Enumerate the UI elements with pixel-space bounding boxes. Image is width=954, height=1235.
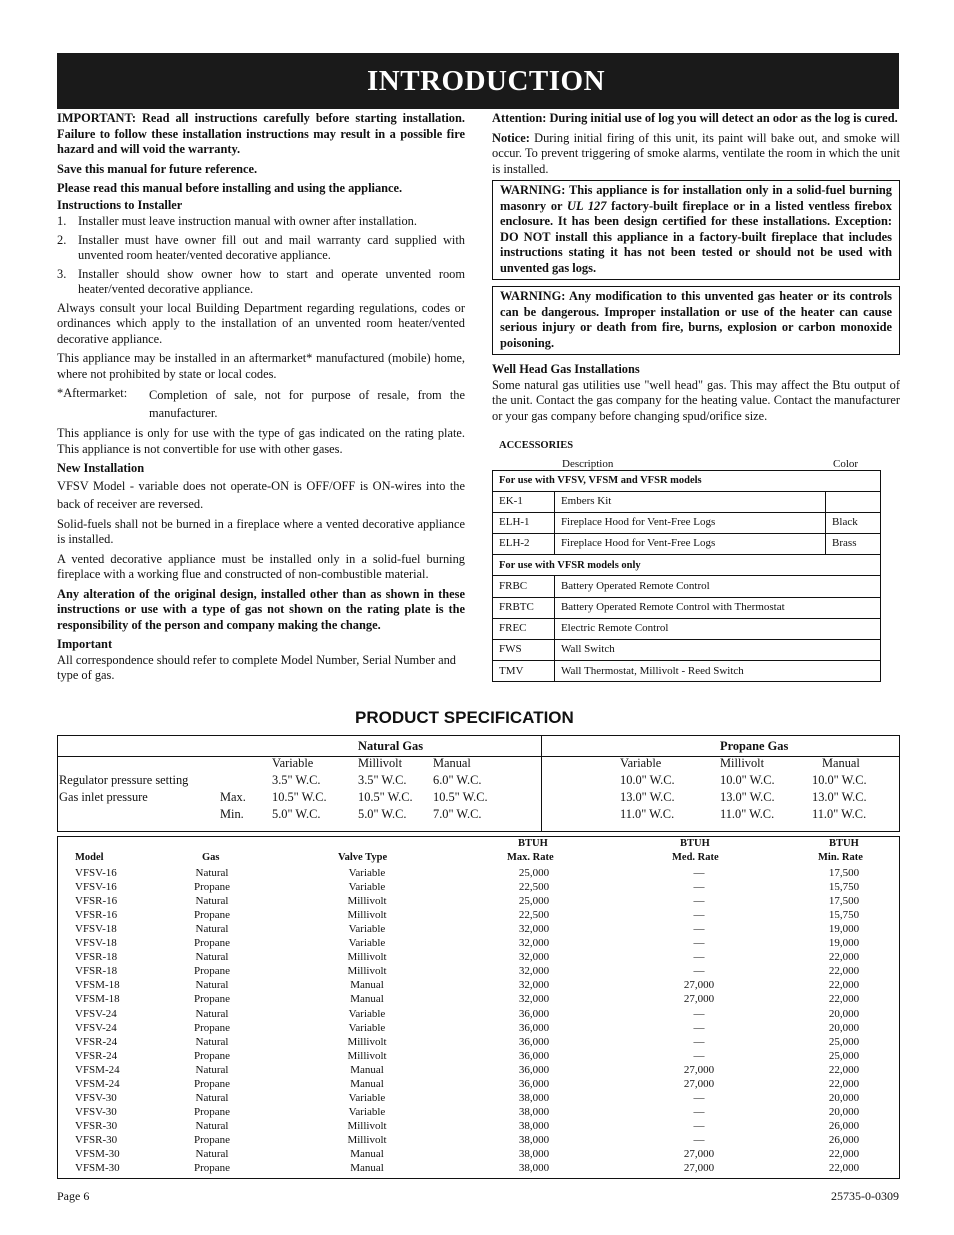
gas-cell: Natural bbox=[195, 1063, 229, 1076]
table-row bbox=[58, 880, 899, 894]
gas-cell: Propane bbox=[193, 1133, 231, 1146]
med-rate-cell: — bbox=[693, 1119, 705, 1132]
valve-type-cell: Variable bbox=[348, 867, 386, 879]
valve-type-cell: Millivolt bbox=[347, 951, 387, 964]
gas-cell: Propane bbox=[193, 909, 231, 922]
valve-type-cell: Variable bbox=[348, 1021, 386, 1034]
max-label: Max. bbox=[220, 790, 246, 804]
med-rate-cell: 27,000 bbox=[683, 1162, 715, 1175]
well-head-paragraph: Some natural gas utilities use "well head" gas. This may affect the Btu output of the unit. Contact the gas company for the heating value. Contact the manufacturer or your gas company before changing spud/orifice size. bbox=[492, 377, 900, 423]
max-rate-cell: 25,000 bbox=[518, 895, 550, 908]
model-cell: VFSM-24 bbox=[75, 1077, 120, 1090]
min-rate-cell: 22,000 bbox=[828, 965, 860, 978]
gas-inlet-label: Gas inlet pressure bbox=[59, 790, 148, 804]
accessories-table bbox=[492, 470, 881, 683]
model-cell: VFSM-30 bbox=[75, 1162, 120, 1175]
model-cell: VFSV-18 bbox=[75, 923, 117, 936]
table-row bbox=[58, 964, 899, 978]
max-rate-header: Max. Rate bbox=[507, 852, 554, 863]
btuh-header: BTUH bbox=[829, 838, 859, 849]
valve-type-header: Valve Type bbox=[338, 852, 388, 863]
max-rate-cell: 36,000 bbox=[518, 1063, 550, 1076]
model-cell: VFSR-24 bbox=[75, 1049, 118, 1062]
table-row bbox=[58, 922, 899, 936]
save-manual-note: Save this manual for future reference. bbox=[57, 161, 258, 176]
product-specification-title: PRODUCT SPECIFICATION bbox=[355, 708, 574, 727]
gas-cell: Natural bbox=[195, 1091, 229, 1104]
min-rate-cell: 25,000 bbox=[828, 1049, 860, 1062]
min-rate-cell: 22,000 bbox=[828, 1162, 860, 1175]
valve-type-cell: Millivolt bbox=[347, 1049, 387, 1062]
min-rate-header: Min. Rate bbox=[818, 852, 863, 863]
table-row: FRBTC Battery Operated Remote Control with Thermostat bbox=[493, 597, 881, 618]
max-rate-cell: 38,000 bbox=[518, 1162, 550, 1175]
list-item: 3. Installer should show owner how to start and operate unvented room heater/vented decorative appliance. bbox=[57, 266, 465, 296]
med-rate-cell: 27,000 bbox=[683, 979, 715, 992]
min-label: Min. bbox=[220, 807, 244, 821]
med-rate-cell: — bbox=[693, 1049, 705, 1062]
new-installation-paragraph: VFSV Model - variable does not operate-ON is OFF/OFF is ON-wires into the back of receiver are reversed. bbox=[57, 478, 465, 511]
valve-type-cell: Manual bbox=[350, 1077, 384, 1090]
table-row bbox=[58, 1147, 899, 1161]
gas-cell: Propane bbox=[193, 1162, 231, 1175]
section-header: For use with VFSV, VFSM and VFSR models bbox=[493, 470, 881, 491]
table-row: ELH-2 Fireplace Hood for Vent-Free Logs Brass bbox=[493, 534, 881, 555]
page-title: INTRODUCTION bbox=[367, 65, 606, 97]
table-row bbox=[58, 1049, 899, 1063]
important-notice: IMPORTANT: Read all instructions carefully before starting installation. Failure to follow these installation instructions may result in a possible fire hazard and will void the warranty. bbox=[57, 111, 465, 156]
med-rate-cell: — bbox=[693, 1035, 705, 1048]
med-rate-cell: — bbox=[693, 1105, 705, 1118]
model-cell: VFSM-30 bbox=[75, 1148, 120, 1160]
table-row bbox=[58, 1007, 899, 1021]
valve-type-cell: Variable bbox=[348, 923, 386, 936]
min-rate-cell: 22,000 bbox=[828, 979, 860, 992]
gas-cell: Propane bbox=[193, 1105, 231, 1118]
med-rate-cell: — bbox=[693, 1133, 705, 1146]
table-row bbox=[58, 1063, 899, 1077]
med-rate-cell: — bbox=[693, 909, 705, 922]
max-rate-cell: 38,000 bbox=[518, 1148, 550, 1160]
read-before-note: Please read this manual before installing and using the appliance. bbox=[57, 181, 403, 195]
valve-type-cell: Variable bbox=[348, 1105, 386, 1118]
med-rate-cell: — bbox=[693, 1021, 705, 1034]
valve-type-cell: Variable bbox=[348, 1007, 386, 1020]
model-cell: VFSR-30 bbox=[75, 1119, 118, 1132]
med-rate-cell: — bbox=[693, 867, 705, 879]
valve-type-cell: Manual bbox=[350, 1148, 384, 1160]
gas-cell: Natural bbox=[195, 1007, 229, 1020]
table-row: ELH-1 Fireplace Hood for Vent-Free Logs Black bbox=[493, 512, 881, 533]
new-installation-heading: New Installation bbox=[57, 461, 145, 475]
instructions-heading: Instructions to Installer bbox=[57, 197, 183, 212]
table-row bbox=[58, 936, 899, 950]
max-rate-cell: 22,500 bbox=[518, 881, 550, 894]
gas-cell: Natural bbox=[195, 951, 229, 964]
valve-type-cell: Millivolt bbox=[347, 965, 387, 978]
table-row bbox=[58, 1077, 899, 1091]
model-cell: VFSR-30 bbox=[75, 1133, 118, 1146]
model-cell: VFSR-24 bbox=[75, 1035, 118, 1048]
max-rate-cell: 38,000 bbox=[518, 1133, 550, 1146]
model-cell: VFSV-30 bbox=[75, 1091, 117, 1104]
min-rate-cell: 19,000 bbox=[828, 923, 860, 936]
min-rate-cell: 15,750 bbox=[828, 881, 860, 894]
gas-cell: Propane bbox=[193, 1077, 231, 1090]
gas-cell: Natural bbox=[195, 1119, 229, 1132]
attention-note: Attention: During initial use of log you will detect an odor as the log is cured. bbox=[492, 111, 898, 125]
gas-type-paragraph: This appliance is only for use with the type of gas indicated on the rating plate. This appliance is not convertible for use with other gases. bbox=[57, 426, 465, 456]
model-cell: VFSM-24 bbox=[75, 1063, 120, 1076]
med-rate-cell: — bbox=[693, 1091, 705, 1104]
document-number: 25735-0-0309 bbox=[831, 1189, 899, 1203]
list-item: 2. Installer must have owner fill out and mail warranty card supplied with unvented room heater/vented decorative appliance. bbox=[57, 232, 465, 262]
min-rate-cell: 25,000 bbox=[828, 1035, 860, 1048]
model-cell: VFSR-18 bbox=[75, 951, 118, 964]
natural-manual-header: Manual bbox=[433, 756, 471, 770]
accessories-title: ACCESSORIES bbox=[499, 440, 574, 451]
model-cell: VFSM-18 bbox=[75, 993, 120, 1006]
right-column bbox=[492, 111, 900, 682]
table-row bbox=[58, 908, 899, 922]
table-row bbox=[58, 992, 899, 1006]
min-rate-cell: 20,000 bbox=[828, 1091, 860, 1104]
model-header: Model bbox=[75, 852, 104, 863]
med-rate-cell: — bbox=[693, 951, 705, 964]
med-rate-cell: 27,000 bbox=[683, 1148, 715, 1160]
med-rate-cell: — bbox=[693, 937, 705, 950]
med-rate-cell: — bbox=[693, 1007, 705, 1020]
aftermarket-definition: *Aftermarket: Completion of sale, not for purpose of resale, from the manufacturer. bbox=[57, 386, 465, 420]
warning-box-installation: WARNING: This appliance is for installation only in a solid-fuel burning masonry or UL 127 factory-built fireplace or in a listed ventless firebox enclosure. It has been design certified for these installations. Exception: DO NOT install this appliance in a factory-built fireplace that includes instructions stating it has not been tested or should not be used with unvented gas logs. bbox=[492, 180, 900, 280]
page-number: Page 6 bbox=[57, 1189, 90, 1203]
propane-millivolt-header: Millivolt bbox=[720, 756, 765, 770]
max-rate-cell: 32,000 bbox=[518, 979, 550, 992]
table-row: EK-1 Embers Kit bbox=[493, 491, 881, 512]
table-row bbox=[58, 1021, 899, 1035]
correspondence-paragraph: All correspondence should refer to complete Model Number, Serial Number and type of gas. bbox=[57, 652, 456, 682]
gas-cell: Natural bbox=[195, 867, 229, 879]
min-rate-cell: 26,000 bbox=[828, 1133, 860, 1146]
valve-type-cell: Variable bbox=[348, 1091, 386, 1104]
table-row bbox=[493, 470, 881, 491]
table-row bbox=[58, 950, 899, 964]
max-rate-cell: 36,000 bbox=[518, 1077, 550, 1090]
max-rate-cell: 22,500 bbox=[518, 909, 550, 922]
model-cell: VFSV-18 bbox=[75, 937, 117, 950]
min-rate-cell: 22,000 bbox=[828, 1148, 860, 1160]
column-divider bbox=[541, 736, 542, 831]
table-row bbox=[58, 894, 899, 908]
max-rate-cell: 38,000 bbox=[518, 1105, 550, 1118]
min-rate-cell: 20,000 bbox=[828, 1007, 860, 1020]
left-column bbox=[57, 111, 465, 688]
max-rate-cell: 32,000 bbox=[518, 937, 550, 950]
med-rate-cell: — bbox=[693, 923, 705, 936]
max-rate-cell: 36,000 bbox=[518, 1035, 550, 1048]
gas-cell: Natural bbox=[195, 1148, 229, 1160]
installer-instructions-list bbox=[57, 214, 465, 298]
header-divider bbox=[58, 756, 899, 757]
min-rate-cell: 22,000 bbox=[828, 1077, 860, 1090]
med-rate-cell: 27,000 bbox=[683, 1063, 715, 1076]
max-rate-cell: 38,000 bbox=[518, 1091, 550, 1104]
max-rate-cell: 36,000 bbox=[518, 1049, 550, 1062]
min-rate-cell: 19,000 bbox=[828, 937, 860, 950]
model-specification-table bbox=[57, 836, 900, 1179]
warning-box-modification: WARNING: Any modification to this unvented gas heater or its controls can be dangerous. Improper installation or use of the heater can cause serious injury or death from fire, burns, explosion or carbon monoxide poisoning. bbox=[492, 286, 900, 355]
valve-type-cell: Millivolt bbox=[347, 895, 387, 908]
table-row bbox=[493, 555, 881, 576]
aftermarket-paragraph: This appliance may be installed in an aftermarket* manufactured (mobile) home, where not prohibited by state or local codes. bbox=[57, 351, 465, 381]
table-row: FWS Wall Switch bbox=[493, 640, 881, 661]
table-row bbox=[58, 1091, 899, 1105]
valve-type-cell: Manual bbox=[350, 979, 384, 992]
med-rate-cell: — bbox=[693, 881, 705, 894]
valve-type-cell: Millivolt bbox=[347, 1133, 387, 1146]
title-banner bbox=[57, 53, 899, 109]
table-row bbox=[58, 1161, 899, 1175]
gas-cell: Propane bbox=[193, 965, 231, 978]
valve-type-cell: Manual bbox=[350, 1063, 384, 1076]
gas-cell: Propane bbox=[193, 1049, 231, 1062]
model-cell: VFSV-16 bbox=[75, 867, 117, 879]
min-rate-cell: 20,000 bbox=[828, 1021, 860, 1034]
model-cell: VFSV-24 bbox=[75, 1007, 117, 1020]
max-rate-cell: 25,000 bbox=[518, 867, 550, 879]
min-rate-cell: 17,500 bbox=[828, 895, 860, 908]
valve-type-cell: Variable bbox=[348, 937, 386, 950]
notice-paragraph: Notice: During initial firing of this unit, its paint will bake out, and smoke will occur. To prevent triggering of smoke alarms, ventilate the room in which the unit is installed. bbox=[492, 130, 900, 176]
propane-variable-header: Variable bbox=[620, 756, 662, 770]
max-rate-cell: 32,000 bbox=[518, 993, 550, 1006]
min-rate-cell: 22,000 bbox=[828, 951, 860, 964]
gas-cell: Natural bbox=[195, 1035, 229, 1048]
max-rate-cell: 38,000 bbox=[518, 1119, 550, 1132]
min-rate-cell: 22,000 bbox=[828, 993, 860, 1006]
med-rate-cell: 27,000 bbox=[683, 1077, 715, 1090]
min-rate-cell: 15,750 bbox=[828, 909, 860, 922]
valve-type-cell: Millivolt bbox=[347, 1119, 387, 1132]
gas-cell: Propane bbox=[193, 937, 231, 950]
min-rate-cell: 22,000 bbox=[828, 1063, 860, 1076]
table-row bbox=[58, 1119, 899, 1133]
valve-type-cell: Manual bbox=[350, 1162, 384, 1175]
important-heading: Important bbox=[57, 637, 113, 651]
med-rate-header: Med. Rate bbox=[672, 852, 719, 863]
natural-millivolt-header: Millivolt bbox=[358, 756, 403, 770]
table-row: FRBC Battery Operated Remote Control bbox=[493, 576, 881, 597]
model-cell: VFSR-18 bbox=[75, 965, 118, 978]
model-cell: VFSV-24 bbox=[75, 1021, 117, 1034]
section-header: For use with VFSR models only bbox=[493, 555, 881, 576]
regulator-label: Regulator pressure setting bbox=[59, 773, 189, 787]
propane-gas-header: Propane Gas bbox=[720, 739, 789, 753]
gas-pressure-box: Natural Gas Propane Gas Variable Millivolt Manual Variable Millivolt Manual Regulator pressure setting 3.5" W.C. 3.5" W.C. 6.0" W.C. 10.0" W.C. 10.0" W.C. 10.0" W.C. Gas inlet pressure Max. 10.5" W.C. 10.5" W.C. 10.5" W.C. 13.0" W.C. 13.0" W.C. 13.0" W.C. Min. 5.0" W.C. 5.0" W.C. 7.0" W.C. 11.0" W.C. 11.0" W.C. 11.0" W.C. bbox=[57, 735, 900, 832]
valve-type-cell: Millivolt bbox=[347, 909, 387, 922]
med-rate-cell: 27,000 bbox=[683, 993, 715, 1006]
model-cell: VFSR-16 bbox=[75, 895, 118, 908]
gas-cell: Natural bbox=[195, 895, 229, 908]
max-rate-cell: 32,000 bbox=[518, 923, 550, 936]
max-rate-cell: 36,000 bbox=[518, 1021, 550, 1034]
max-rate-cell: 36,000 bbox=[518, 1007, 550, 1020]
description-header: Description bbox=[562, 457, 614, 470]
table-row: TMV Wall Thermostat, Millivolt - Reed Switch bbox=[493, 661, 881, 682]
max-rate-cell: 32,000 bbox=[518, 951, 550, 964]
valve-type-cell: Millivolt bbox=[347, 1035, 387, 1048]
gas-header: Gas bbox=[202, 852, 220, 863]
btuh-header: BTUH bbox=[518, 838, 548, 849]
color-header: Color bbox=[833, 457, 859, 470]
min-rate-cell: 17,500 bbox=[828, 867, 860, 879]
table-row: FREC Electric Remote Control bbox=[493, 618, 881, 639]
table-row bbox=[58, 978, 899, 992]
list-item: 1. Installer must leave instruction manual with owner after installation. bbox=[57, 214, 417, 228]
btuh-header: BTUH bbox=[680, 838, 710, 849]
consult-paragraph: Always consult your local Building Department regarding regulations, codes or ordinances which apply to the installation of an unvented room heater/vented decorative appliance. bbox=[57, 300, 465, 346]
gas-cell: Natural bbox=[195, 923, 229, 936]
table-row bbox=[58, 1035, 899, 1049]
natural-variable-header: Variable bbox=[272, 756, 314, 770]
vented-appliance-paragraph: A vented decorative appliance must be installed only in a solid-fuel burning fireplace with a working flue and constructed of non-combustible material. bbox=[57, 551, 465, 581]
valve-type-cell: Manual bbox=[350, 993, 384, 1006]
valve-type-cell: Variable bbox=[348, 881, 386, 894]
model-cell: VFSR-16 bbox=[75, 909, 118, 922]
well-head-heading: Well Head Gas Installations bbox=[492, 362, 640, 376]
propane-manual-header: Manual bbox=[822, 756, 860, 770]
med-rate-cell: — bbox=[693, 895, 705, 908]
alteration-warning: Any alteration of the original design, installed other than as shown in these instructions or use with a type of gas not shown on the rating plate is the responsibility of the person and company making the change. bbox=[57, 586, 465, 632]
gas-cell: Natural bbox=[195, 979, 229, 992]
med-rate-cell: — bbox=[693, 965, 705, 978]
table-row bbox=[58, 866, 899, 880]
accessories-column-headers bbox=[492, 454, 900, 470]
min-rate-cell: 26,000 bbox=[828, 1119, 860, 1132]
max-rate-cell: 32,000 bbox=[518, 965, 550, 978]
model-cell: VFSV-16 bbox=[75, 881, 117, 894]
gas-cell: Propane bbox=[193, 881, 231, 894]
model-cell: VFSM-18 bbox=[75, 979, 120, 992]
model-cell: VFSV-30 bbox=[75, 1105, 117, 1118]
min-rate-cell: 20,000 bbox=[828, 1105, 860, 1118]
table-row bbox=[58, 1105, 899, 1119]
solid-fuels-paragraph: Solid-fuels shall not be burned in a fireplace where a vented decorative appliance is installed. bbox=[57, 516, 465, 546]
natural-gas-header: Natural Gas bbox=[358, 739, 424, 753]
table-row bbox=[58, 1133, 899, 1147]
gas-cell: Propane bbox=[193, 1021, 231, 1034]
gas-cell: Propane bbox=[193, 993, 231, 1006]
